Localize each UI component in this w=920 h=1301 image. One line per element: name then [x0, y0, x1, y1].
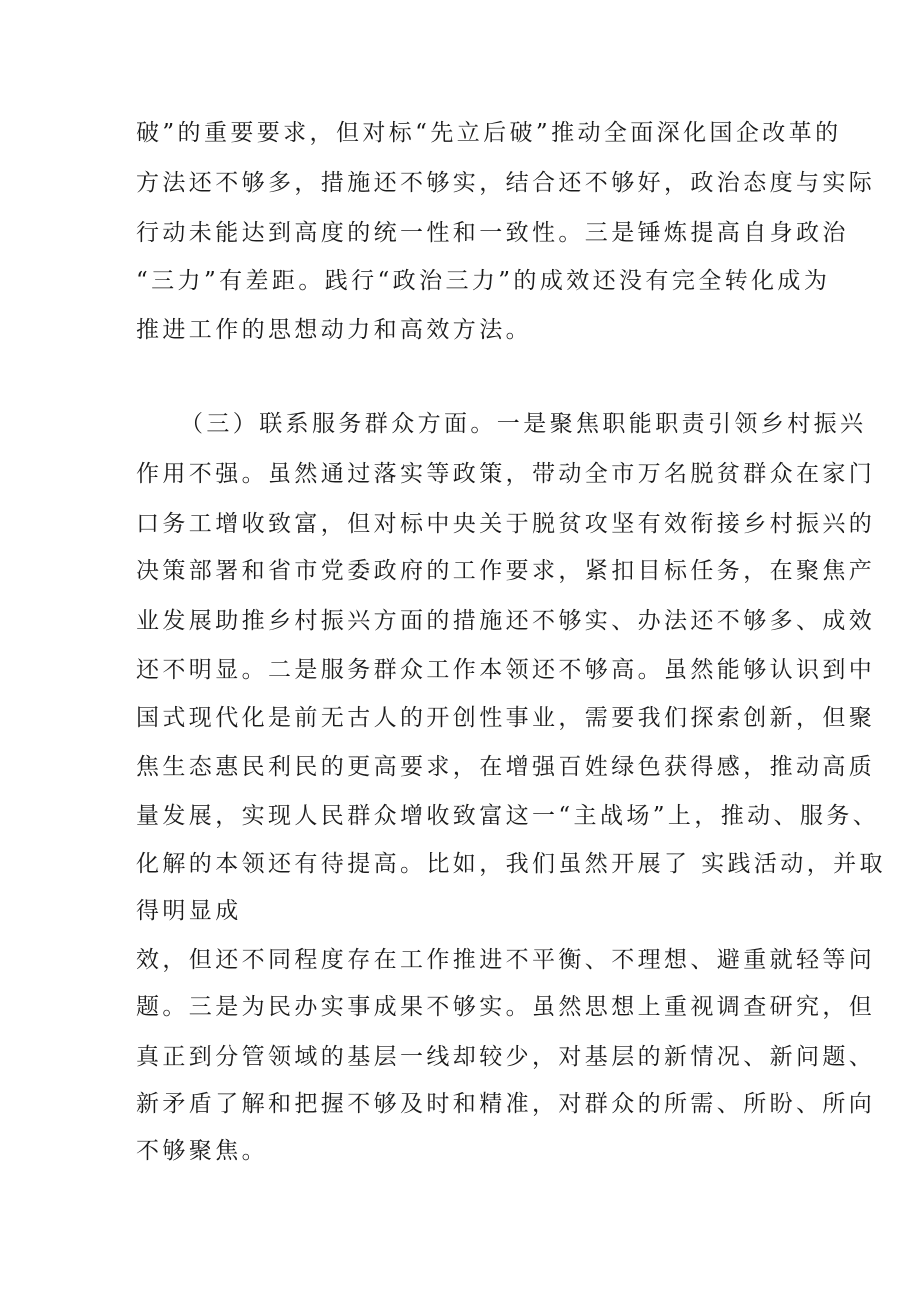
text-line: 量发展，实现人民群众增收致富这一“主战场”上，推动、服务、: [136, 803, 880, 829]
text-line: 行动未能达到高度的统一性和一致性。三是锤炼提高自身政治: [136, 220, 849, 246]
section-heading-line: （三）联系服务群众方面。一是聚焦职能职责引领乡村振兴: [180, 411, 867, 437]
text-line: 得明显成: [136, 898, 242, 924]
text-line: 破”的重要要求，但对标“先立后破”推动全面深化国企改革的: [136, 120, 842, 146]
text-line: 效，但还不同程度存在工作推进不平衡、不理想、避重就轻等问: [136, 947, 876, 973]
text-line: 化解的本领还有待提高。比如，我们虽然开展了 实践活动，并取: [136, 851, 886, 877]
text-line: 业发展助推乡村振兴方面的措施还不够实、办法还不够多、成效: [136, 608, 876, 634]
text-line: 作用不强。虽然通过落实等政策，带动全市万名脱贫群众在家门: [136, 461, 876, 487]
text-line: “三力”有差距。践行“政治三力”的成效还没有完全转化成为: [136, 268, 831, 294]
text-line: 题。三是为民办实事成果不够实。虽然思想上重视调查研究，但: [136, 994, 876, 1020]
text-line: 口务工增收致富，但对标中央关于脱贫攻坚有效衔接乡村振兴的: [136, 511, 876, 537]
text-line: 真正到分管领域的基层一线却较少，对基层的新情况、新问题、: [136, 1044, 876, 1070]
text-line: 还不明显。二是服务群众工作本领还不够高。虽然能够认识到中: [136, 657, 876, 683]
text-line: 焦生态惠民利民的更高要求，在增强百姓绿色获得感，推动高质: [136, 754, 876, 780]
text-line: 推进工作的思想动力和高效方法。: [136, 317, 532, 343]
text-line: 决策部署和省市党委政府的工作要求，紧扣目标任务，在聚焦产: [136, 558, 876, 584]
text-line: 国式现代化是前无古人的开创性事业，需要我们探索创新，但聚: [136, 705, 876, 731]
text-line: 不够聚焦。: [136, 1138, 268, 1164]
text-line: 新矛盾了解和把握不够及时和精准，对群众的所需、所盼、所向: [136, 1091, 876, 1117]
text-line: 方法还不够多，措施还不够实，结合还不够好，政治态度与实际: [136, 170, 876, 196]
